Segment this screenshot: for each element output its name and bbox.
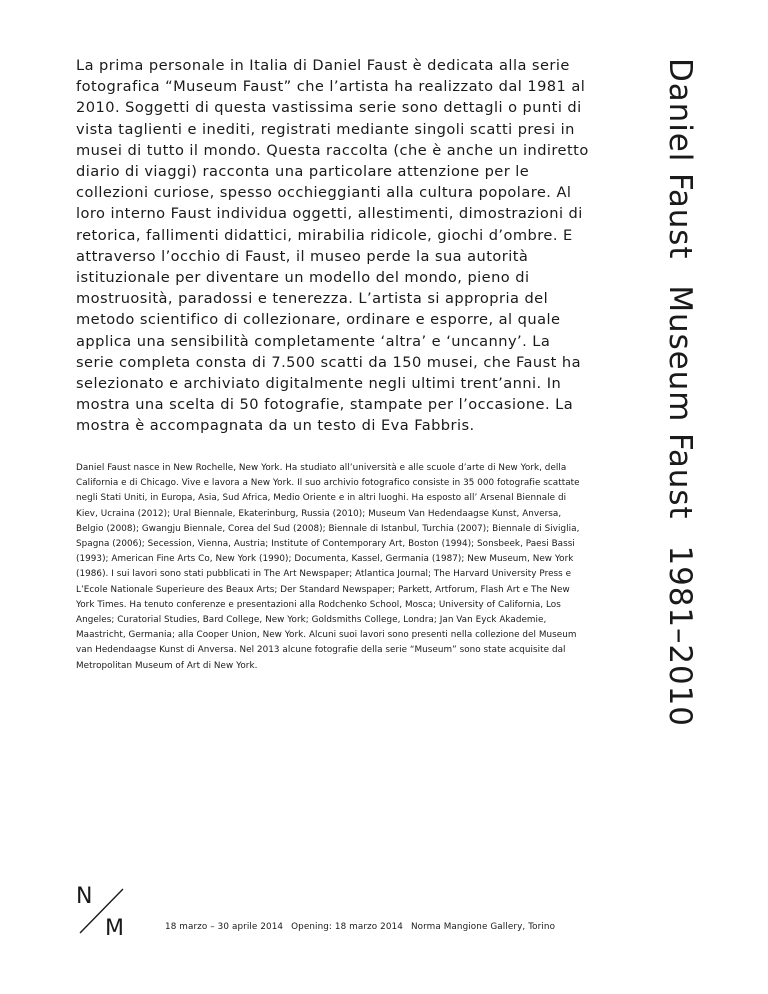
logo-letter-n: N bbox=[76, 884, 93, 909]
exhibition-description: La prima personale in Italia di Daniel Faust è dedicata alla serie fotografica “Museum Faust” che l’artista ha realizzato dal 1981 al 2010. Soggetti di questa vastissima serie sono dettagli o punti di vista taglienti e inediti, registrati mediante singoli scatti presi in musei di tutto il mondo. Questa raccolta (che è anche un indiretto diario di viaggi) racconta una particolare attenzione per le collezioni curiose, spesso occhieggianti alla cultura popolare. Al loro interno Faust individua oggetti, allestimenti, dimostrazioni di retorica, fallimenti didattici, mirabilia ridicole, giochi d’ombre. E attraverso l’occhio di Faust, il museo perde la sua autorità istituzionale per diventare un modello del mondo, pieno di mostruosità, paradossi e tenerezza. L’artista si appropria del metodo scientifico di collezionare, ordinare e esporre, al quale applica una sensibilità completamente ‘altra’ e ‘uncanny’. La serie completa consta di 7.500 scatti da 150 musei, che Faust ha selezionato e archiviato digitalmente negli ultimi trent’anni. In mostra una scelta di 50 fotografie, stampate per l’occasione. La mostra è accompagnata da un testo di Eva Fabbris. bbox=[76, 57, 589, 435]
artist-biography: Daniel Faust nasce in New Rochelle, New York. Ha studiato all’università e alle scuole d’arte di New York, della California e di Chicago. Vive e lavora a New York. Il suo archivio fotografico consiste in 35 000 fotografie scattate negli Stati Uniti, in Europa, Asia, Sud Africa, Medio Oriente e in altri luoghi. Ha esposto all’ Arsenal Biennale di Kiev, Ucraina (2012); Ural Biennale, Ekaterinburg, Russia (2010); Museum Van Hedendaagse Kunst, Anversa, Belgio (2008); Gwangju Biennale, Corea del Sud (2008); Biennale di Istanbul, Turchia (2007); Biennale di Siviglia, Spagna (2006); Secession, Vienna, Austria; Institute of Contemporary Art, Boston (1994); Sonsbeek, Paesi Bassi (1993); American Fine Arts Co, New York (1990); Documenta, Kassel, Germania (1987); New Museum, New York (1986). I sui lavori sono stati pubblicati in The Art Newspaper; Atlantica Journal; The Harvard University Press e L’Ecole Nationale Superieure des Beaux Arts; Der Standard Newspaper; Parkett, Artforum, Flash Art e The New York Times. Ha tenuto conferenze e presentazioni alla Rodchenko School, Mosca; University of California, Los Angeles; Curatorial Studies, Bard College, New York; Goldsmiths College, Londra; Jan Van Eyck Akademie, Maastricht, Germania; alla Cooper Union, New York. Alcuni suoi lavori sono presenti nella collezione del Museum van Hedendaagse Kunst di Anversa. Nel 2013 alcune fotografie della serie “Museum” sono state acquisite dal Metropolitan Museum of Art di New York. bbox=[76, 463, 580, 671]
exhibition-dates: 18 marzo – 30 aprile 2014 bbox=[165, 922, 284, 932]
exhibition-footer bbox=[165, 921, 555, 933]
exhibition-title bbox=[662, 58, 698, 727]
exhibition-years: 1981–2010 bbox=[662, 545, 698, 727]
gallery-logo bbox=[76, 884, 128, 936]
exhibition-name: Museum Faust bbox=[662, 285, 698, 520]
logo-letter-m: M bbox=[105, 916, 124, 936]
opening-date: Opening: 18 marzo 2014 bbox=[291, 922, 403, 932]
gallery-name: Norma Mangione Gallery, Torino bbox=[410, 922, 556, 932]
artist-name: Daniel Faust bbox=[662, 58, 698, 260]
